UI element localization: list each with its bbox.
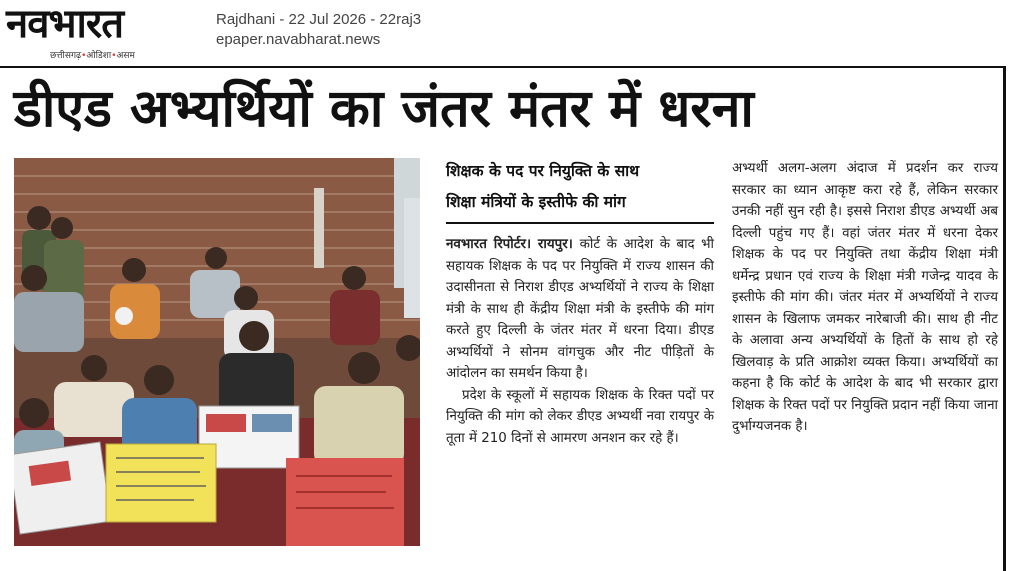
top-divider xyxy=(0,66,1003,68)
subhead-line-2: शिक्षा मंत्रियों के इस्तीफे की मांग xyxy=(446,193,626,211)
subhead-line-1: शिक्षक के पद पर नियुक्ति के साथ xyxy=(446,162,640,180)
logo-editions: छत्तीसगढ़•ओडिशा•असम xyxy=(50,51,135,61)
article-byline: नवभारत रिपोर्टर। रायपुर। xyxy=(446,237,580,252)
article-headline: डीएड अभ्यर्थियों का जंतर मंतर में धरना xyxy=(14,79,754,139)
subhead-divider xyxy=(446,222,714,224)
edition-meta xyxy=(216,10,421,50)
article-column-1 xyxy=(446,234,714,554)
edition-3: असम xyxy=(116,51,135,61)
epaper-url[interactable]: epaper.navabharat.news xyxy=(216,31,381,48)
logo-wordmark: नवभारत xyxy=(6,1,124,47)
article-paragraph-3: अभ्यर्थी अलग-अलग अंदाज में प्रदर्शन कर राज्य सरकार का ध्यान आकृष्ट करा रहे हैं, लेकिन सरकार उनकी नहीं सुन रही है। इससे निराश डीएड अभ्यर्थी अब दिल्ली पहुंच गए हैं। वहां जंतर मंतर में धरना देकर शिक्षक के पद पर नियुक्ति तथा केंद्रीय शिक्षा मंत्री धर्मेन्द्र प्रधान एवं राज्य के शिक्षा मंत्री गजेन्द्र यादव के इस्तीफे की मांग की। जंतर मंतर में अभ्यर्थियों ने राज्य शासन के खिलाफ जमकर नारेबाजी की। साथ ही नीट के अलावा अन्य अभ्यर्थियों के हितों के साथ हो रहे खिलवाड़ के प्रति आक्रोश व्यक्त किया। अभ्यर्थियों का कहना है कि कोर्ट के आदेश के बाद भी सरकार द्वारा शिक्षक के रिक्त पदों पर नियुक्ति प्रदान नहीं किया जाना दुर्भाग्यजनक है। xyxy=(732,161,998,434)
article-column-2 xyxy=(732,158,998,550)
edition-date: Rajdhani - 22 Jul 2026 - 22raj3 xyxy=(216,11,422,28)
edition-1: छत्तीसगढ़ xyxy=(50,51,82,61)
newspaper-logo[interactable] xyxy=(6,1,202,61)
article-subhead xyxy=(446,156,714,218)
article-paragraph-1: कोर्ट के आदेश के बाद भी सहायक शिक्षक के पद पर नियुक्ति में राज्य शासन की उदासीनता से निराश डीएड अभ्यर्थियों ने राज्य के शिक्षा मंत्री के साथ ही केंद्रीय शिक्षा मंत्री के इस्तीफे की मांग करते हुए दिल्ली के जंतर मंतर में धरना दिया। डीएड अभ्यर्थियों ने सोनम वांगचुक और नीट पीड़ितों के आंदोलन का समर्थन किया है। xyxy=(446,237,714,381)
edition-2: ओडिशा xyxy=(86,51,112,61)
article-paragraph-2: प्रदेश के स्कूलों में सहायक शिक्षक के रिक्त पदों पर नियुक्ति की मांग को लेकर डीएड अभ्यर्थी नवा रायपुर के तूता में 210 दिनों से आमरण अनशन कर रहे हैं। xyxy=(446,387,714,446)
protest-photo xyxy=(14,158,420,546)
